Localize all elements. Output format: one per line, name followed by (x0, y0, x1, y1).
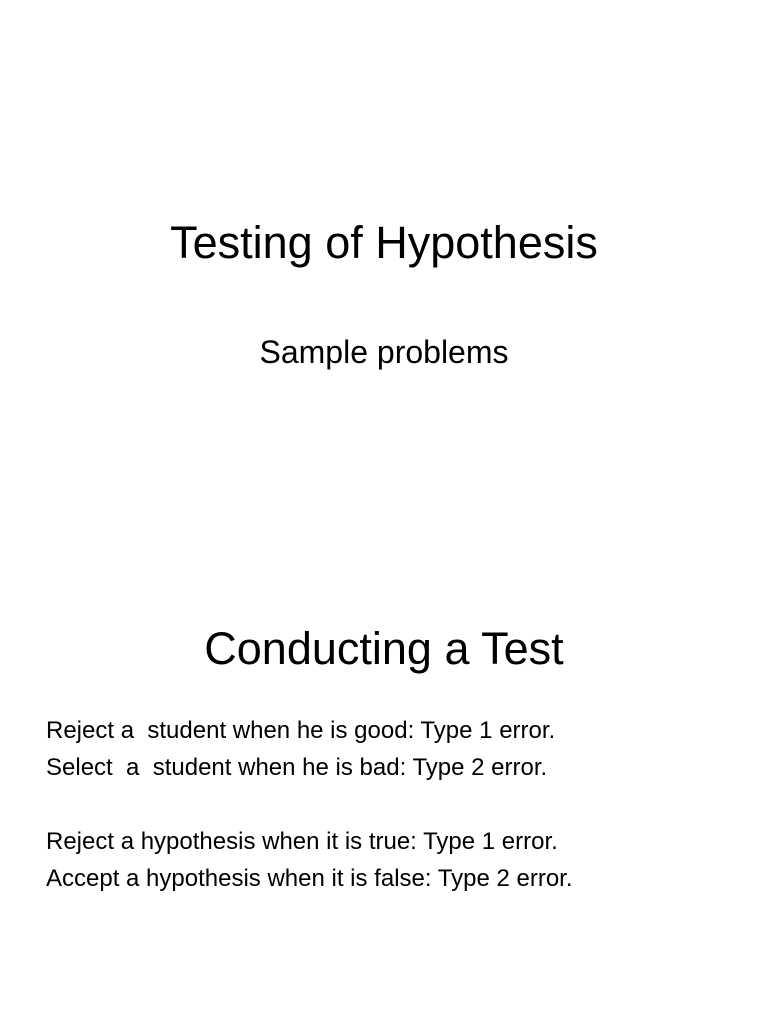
body-line: Reject a student when he is good: Type 1 error. (46, 717, 556, 744)
slide-conducting-test (0, 512, 768, 1024)
paragraph-gap (46, 786, 746, 823)
slide-subtitle: Sample problems (259, 334, 509, 370)
slide-body (46, 712, 746, 897)
body-line: Accept a hypothesis when it is false: Type 2 error. (46, 865, 573, 892)
slide-heading: Conducting a Test (204, 623, 564, 674)
slide-title-heading: Testing of Hypothesis (170, 217, 598, 268)
body-line: Select a student when he is bad: Type 2 error. (46, 754, 548, 781)
body-line: Reject a hypothesis when it is true: Type 1 error. (46, 828, 558, 855)
